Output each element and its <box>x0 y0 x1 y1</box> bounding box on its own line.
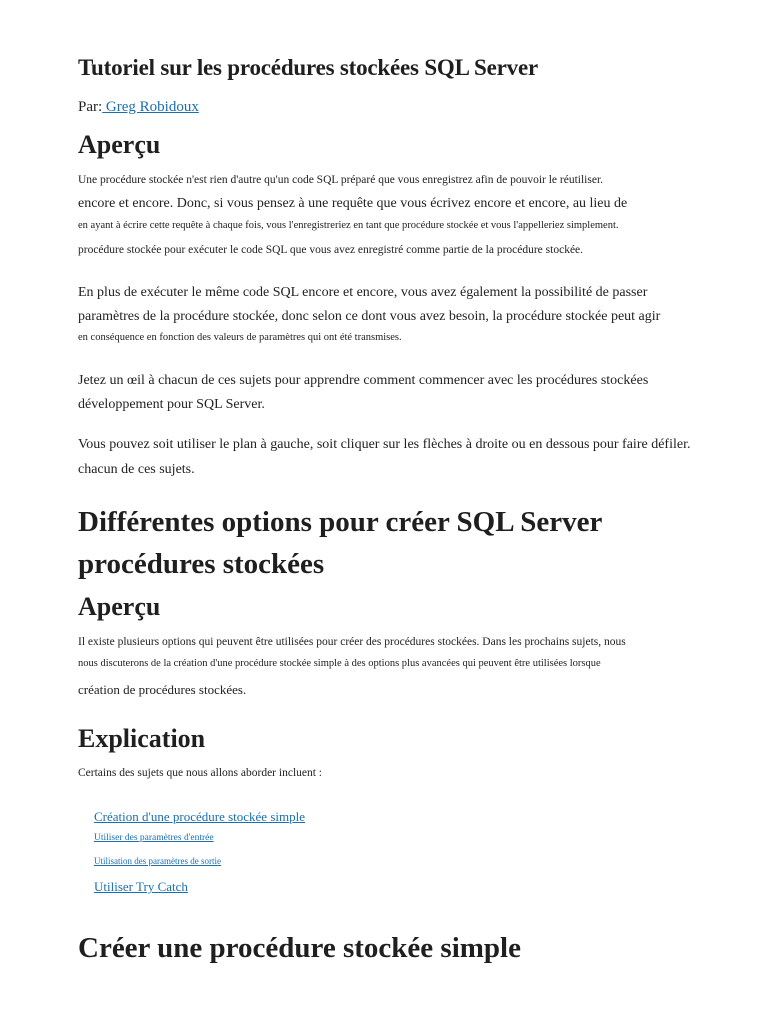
options-p1-line-2: nous discuterons de la création d'une procédure stockée simple à des options plus avancées qui peuvent être utilisées lorsque <box>78 658 601 669</box>
document-title: Tutoriel sur les procédures stockées SQL Server <box>78 55 538 80</box>
overview-p3-line-1: Jetez un œil à chacun de ces sujets pour apprendre comment commencer avec les procédures stockées <box>78 373 649 388</box>
overview-p1-line-4: procédure stockée pour exécuter le code SQL que vous avez enregistré comme partie de la procédure stockée. <box>78 244 584 256</box>
overview-heading: Aperçu <box>78 130 161 159</box>
byline-prefix: Par: <box>78 99 103 115</box>
overview-p4-line-2: chacun de ces sujets. <box>78 462 195 477</box>
overview-p1-line-1: Une procédure stockée n'est rien d'autre qu'un code SQL préparé que vous enregistrez afin de pouvoir le réutiliser. <box>78 174 604 186</box>
overview-p2-line-3: en conséquence en fonction des valeurs de paramètres qui ont été transmises. <box>78 332 402 343</box>
overview-p2-line-2: paramètres de la procédure stockée, donc selon ce dont vous avez besoin, la procédure stockée peut agir <box>78 309 661 324</box>
create-simple-heading: Créer une procédure stockée simple <box>78 932 521 964</box>
explication-heading: Explication <box>78 724 206 753</box>
overview-p3-line-2: développement pour SQL Server. <box>78 397 265 412</box>
topic-link-create-simple[interactable]: Création d'une procédure stockée simple <box>94 809 305 824</box>
author-link[interactable]: Greg Robidoux <box>102 99 199 115</box>
options-p1-line-1: Il existe plusieurs options qui peuvent être utilisées pour créer des procédures stockées. Dans les prochains sujets, nous <box>78 636 626 648</box>
options-heading-line-2: procédures stockées <box>78 548 325 580</box>
topic-link-output-params[interactable]: Utilisation des paramètres de sortie <box>94 856 221 866</box>
topic-link-input-params[interactable]: Utiliser des paramètres d'entrée <box>94 833 214 843</box>
topics-intro: Certains des sujets que nous allons aborder incluent : <box>78 767 323 779</box>
overview-p1-line-2: encore et encore. Donc, si vous pensez à une requête que vous écrivez encore et encore, au lieu de <box>78 196 628 211</box>
overview-p2-line-1: En plus de exécuter le même code SQL encore et encore, vous avez également la possibilité de passer <box>78 285 648 300</box>
overview-p1-line-3: en ayant à écrire cette requête à chaque fois, vous l'enregistreriez en tant que procédure stockée et vous l'appelleriez simplement. <box>78 220 619 231</box>
overview-p4-line-1: Vous pouvez soit utiliser le plan à gauche, soit cliquer sur les flèches à droite ou en dessous pour faire défiler. <box>78 437 691 452</box>
options-heading-line-1: Différentes options pour créer SQL Server <box>78 506 603 538</box>
topic-link-try-catch[interactable]: Utiliser Try Catch <box>94 879 188 894</box>
byline <box>78 99 199 116</box>
options-p1-line-3: création de procédures stockées. <box>78 682 247 697</box>
options-overview-heading: Aperçu <box>78 592 161 621</box>
